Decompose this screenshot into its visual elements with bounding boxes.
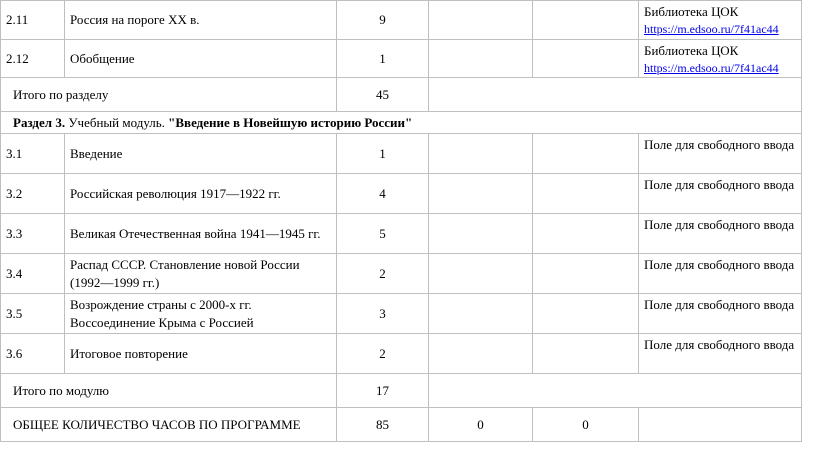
hours-practical bbox=[533, 40, 639, 78]
grand-total-practical: 0 bbox=[533, 408, 639, 442]
topic-name: Введение bbox=[65, 134, 337, 174]
section-total-label: Итого по разделу bbox=[1, 78, 337, 112]
section-title: "Введение в Новейшую историю России" bbox=[168, 114, 413, 130]
resource-cell: Поле для свободного ввода bbox=[639, 294, 802, 334]
row-number: 2.12 bbox=[1, 40, 65, 78]
module-total-label: Итого по модулю bbox=[1, 374, 337, 408]
hours-control bbox=[429, 174, 533, 214]
topic-name: Великая Отечественная война 1941—1945 гг. bbox=[65, 214, 337, 254]
resource-link[interactable]: https://m.edsoo.ru/7f41ac44 bbox=[644, 22, 779, 36]
hours-practical bbox=[533, 294, 639, 334]
resource-label: Библиотека ЦОК bbox=[644, 43, 739, 58]
module-total-row bbox=[1, 374, 802, 408]
row-number: 3.3 bbox=[1, 214, 65, 254]
resource-cell bbox=[639, 40, 802, 78]
grand-total-label: ОБЩЕЕ КОЛИЧЕСТВО ЧАСОВ ПО ПРОГРАММЕ bbox=[1, 408, 337, 442]
hours-control bbox=[429, 1, 533, 40]
row-number: 3.6 bbox=[1, 334, 65, 374]
section-total-empty bbox=[429, 78, 802, 112]
topic-name: Итоговое повторение bbox=[65, 334, 337, 374]
table-row bbox=[1, 294, 802, 334]
hours-control bbox=[429, 294, 533, 334]
hours-practical bbox=[533, 214, 639, 254]
topic-name: Россия на пороге XX в. bbox=[65, 1, 337, 40]
hours-control bbox=[429, 214, 533, 254]
hours-total: 9 bbox=[337, 1, 429, 40]
topic-name: Обобщение bbox=[65, 40, 337, 78]
hours-total: 2 bbox=[337, 254, 429, 294]
table-row bbox=[1, 334, 802, 374]
hours-practical bbox=[533, 254, 639, 294]
grand-total-row bbox=[1, 408, 802, 442]
hours-total: 3 bbox=[337, 294, 429, 334]
grand-total-control: 0 bbox=[429, 408, 533, 442]
hours-practical bbox=[533, 174, 639, 214]
topic-name: Возрождение страны с 2000-х гг. Воссоединение Крыма с Россией bbox=[65, 294, 337, 334]
hours-practical bbox=[533, 134, 639, 174]
hours-control bbox=[429, 134, 533, 174]
row-number: 3.5 bbox=[1, 294, 65, 334]
section-header-row bbox=[1, 112, 802, 134]
table-row bbox=[1, 174, 802, 214]
hours-control bbox=[429, 334, 533, 374]
resource-cell: Поле для свободного ввода bbox=[639, 334, 802, 374]
section-total-row bbox=[1, 78, 802, 112]
table-row bbox=[1, 134, 802, 174]
hours-total: 1 bbox=[337, 40, 429, 78]
hours-practical bbox=[533, 1, 639, 40]
hours-total: 1 bbox=[337, 134, 429, 174]
table-row bbox=[1, 1, 802, 40]
resource-cell: Поле для свободного ввода bbox=[639, 134, 802, 174]
topic-name: Российская революция 1917—1922 гг. bbox=[65, 174, 337, 214]
row-number: 3.1 bbox=[1, 134, 65, 174]
table-row bbox=[1, 40, 802, 78]
resource-cell: Поле для свободного ввода bbox=[639, 254, 802, 294]
row-number: 2.11 bbox=[1, 1, 65, 40]
hours-total: 4 bbox=[337, 174, 429, 214]
section-middle: Учебный модуль. bbox=[65, 114, 169, 130]
resource-cell bbox=[639, 1, 802, 40]
hours-control bbox=[429, 40, 533, 78]
row-number: 3.4 bbox=[1, 254, 65, 294]
grand-total-empty bbox=[639, 408, 802, 442]
resource-link[interactable]: https://m.edsoo.ru/7f41ac44 bbox=[644, 61, 779, 75]
resource-label: Библиотека ЦОК bbox=[644, 4, 739, 19]
section-header bbox=[1, 112, 802, 134]
section-total-hours: 45 bbox=[337, 78, 429, 112]
grand-total-hours: 85 bbox=[337, 408, 429, 442]
resource-cell: Поле для свободного ввода bbox=[639, 174, 802, 214]
table-row bbox=[1, 254, 802, 294]
topic-name: Распад СССР. Становление новой России (1992—1999 гг.) bbox=[65, 254, 337, 294]
resource-cell: Поле для свободного ввода bbox=[639, 214, 802, 254]
row-number: 3.2 bbox=[1, 174, 65, 214]
module-total-empty bbox=[429, 374, 802, 408]
hours-control bbox=[429, 254, 533, 294]
hours-total: 5 bbox=[337, 214, 429, 254]
module-total-hours: 17 bbox=[337, 374, 429, 408]
table-row bbox=[1, 214, 802, 254]
section-prefix: Раздел 3. bbox=[13, 114, 66, 130]
hours-total: 2 bbox=[337, 334, 429, 374]
hours-practical bbox=[533, 334, 639, 374]
